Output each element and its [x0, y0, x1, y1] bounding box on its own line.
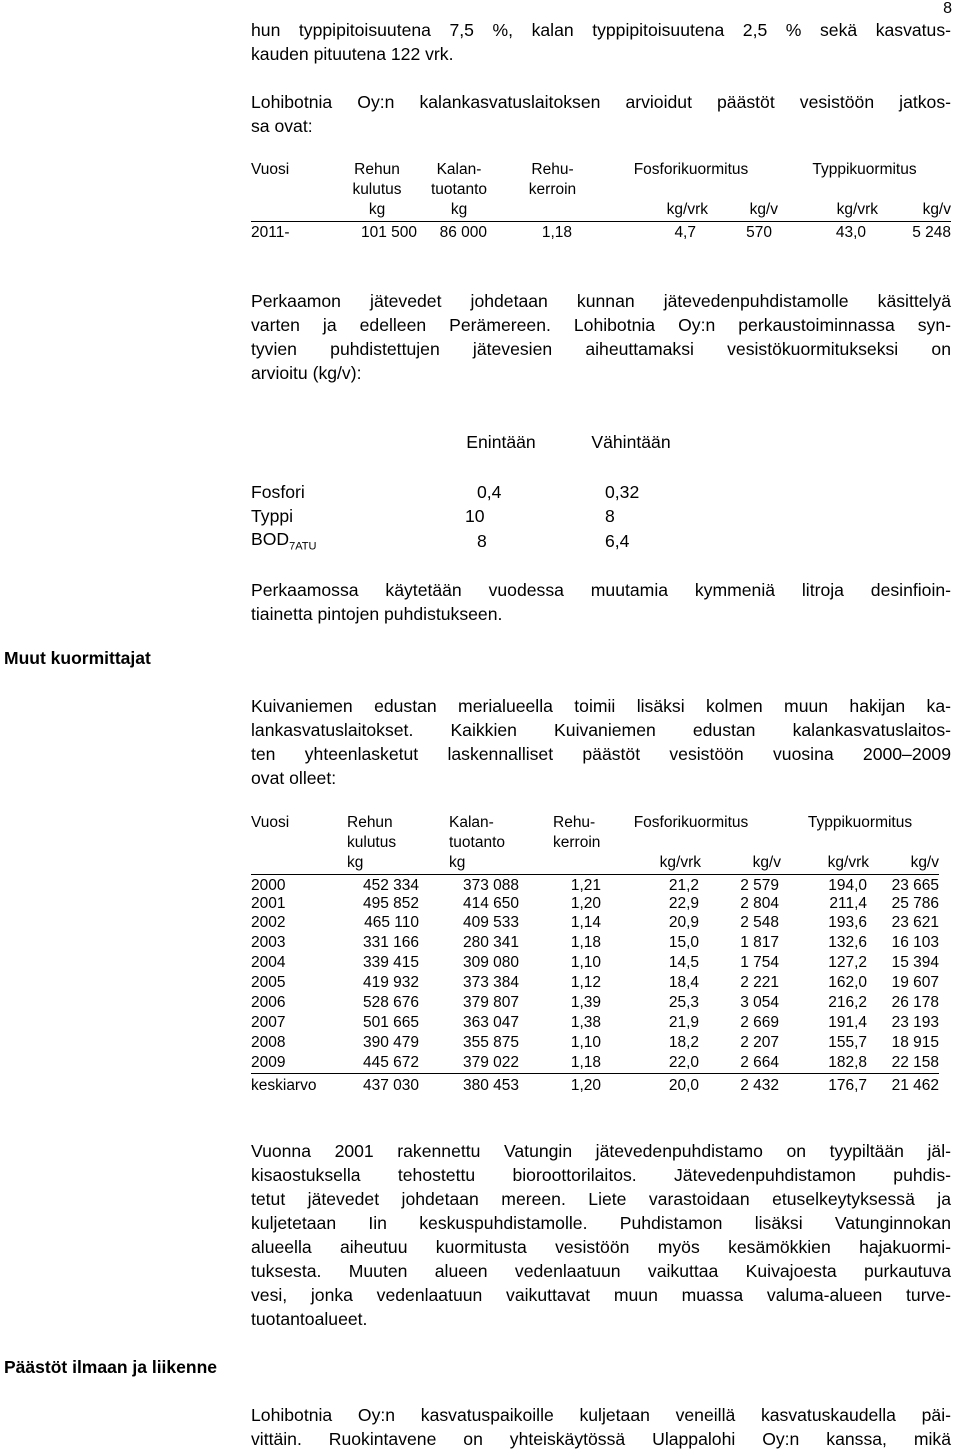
emissions-table-2011 — [251, 161, 951, 243]
header-consumption: kulutus — [352, 181, 402, 198]
cell-n-day: 43,0 — [835, 223, 866, 241]
text-line: Perkaamossa käytetään vuodessa muutamia kymmeniä litroja desinfioin- — [251, 580, 951, 600]
cell-fish: 373 088 — [462, 876, 519, 894]
unit-kg-per-year: kg/v — [701, 854, 781, 874]
cell-n-year: 16 103 — [891, 934, 939, 952]
cell-year: 2004 — [251, 954, 286, 972]
cell-p-year: 570 — [746, 223, 772, 241]
cell-fish: 409 533 — [462, 914, 519, 932]
text-line: tiainetta pintojen puhdistukseen. — [251, 604, 503, 624]
header-nitrogen: Typpikuormitus — [812, 161, 917, 178]
cell-ratio: 1,20 — [570, 894, 601, 912]
text-line: ten yhteenlasketut laskennalliset päästöt vesistöön vuosina 2000–2009 — [251, 744, 951, 764]
table-row — [251, 1054, 939, 1074]
cell-n-day: 191,4 — [828, 1013, 867, 1031]
text-line: varten ja edelleen Perämereen. Lohibotnia Oy:n perkaustoiminnassa syn- — [251, 315, 951, 335]
text-line: tyvien puhdistettujen jätevesien aiheuttamaksi vesistökuormitukseksi on — [251, 339, 951, 359]
cell-p-year: 2 221 — [740, 974, 779, 992]
cell-name — [251, 528, 431, 554]
cell-p-day: 4,7 — [674, 223, 696, 241]
header-production: tuotanto — [430, 181, 488, 198]
cell-p-day: 21,2 — [668, 876, 699, 894]
text-line: lankasvatuslaitokset. Kaikkien Kuivaniemen edustan kalankasvatuslaitos- — [251, 720, 951, 740]
text-line: hun typpipitoisuutena 7,5 %, kalan typpipitoisuutena 2,5 % sekä kasvatus- — [251, 20, 951, 40]
cell-fish: 414 650 — [462, 894, 519, 912]
cell-ratio: 1,21 — [570, 876, 601, 894]
cell-p-year: 2 664 — [740, 1053, 779, 1071]
text-line: Vuonna 2001 rakennettu Vatungin jätevedenpuhdistamo on tyypiltään jäl- — [251, 1141, 951, 1161]
paragraph-disinfectant — [251, 578, 951, 626]
header-fish: Kalan- — [436, 161, 482, 178]
text-line: tuotantoalueet. — [251, 1309, 368, 1329]
cell-n-year: 15 394 — [891, 954, 939, 972]
text-line: Lohibotnia Oy:n kalankasvatuslaitoksen arvioidut päästöt vesistöön jatkos- — [251, 92, 951, 112]
table-row — [251, 954, 939, 974]
cell-fish: 380 453 — [421, 1074, 521, 1096]
unit-kg-per-year: kg/v — [708, 201, 778, 221]
text-line: kauden pituutena 122 vrk. — [251, 44, 454, 64]
header-feed-ratio: Rehu- — [553, 814, 596, 831]
cell-fish: 309 080 — [462, 954, 519, 972]
cell-n-day: 132,6 — [828, 934, 867, 952]
text-line: ovat olleet: — [251, 768, 337, 788]
cell-year: 2007 — [251, 1013, 286, 1031]
cell-year: 2011- — [251, 223, 290, 241]
table-row — [251, 974, 939, 994]
unit-kg: kg — [337, 201, 417, 221]
table-row — [251, 504, 691, 528]
cell-feed: 501 665 — [362, 1013, 419, 1031]
cell-p-year: 2 207 — [740, 1033, 779, 1051]
cell-year: 2009 — [251, 1053, 286, 1071]
cell-year: keskiarvo — [251, 1074, 329, 1096]
header-feed-ratio: Rehu- — [531, 161, 574, 178]
text-line: kuljetetaan Iin keskuspuhdistamolle. Puhdistamon lisäksi Vatunginnokan — [251, 1213, 951, 1233]
cell-n-day: 193,6 — [828, 914, 867, 932]
header-coefficient: kerroin — [553, 834, 601, 851]
paragraph-vatunki-treatment-plant — [251, 1139, 951, 1331]
cell-n-year: 19 607 — [891, 974, 939, 992]
cell-fish: 280 341 — [462, 934, 519, 952]
cell-feed: 101 500 — [360, 223, 417, 241]
cell-max: 10 — [465, 505, 485, 526]
paragraph-other-fish-farms — [251, 694, 951, 790]
cell-n-day: 194,0 — [828, 876, 867, 894]
cell-p-day: 20,9 — [668, 914, 699, 932]
cell-p-year: 2 432 — [701, 1074, 781, 1096]
text-line: alueella aiheutuu kuormitusta vesistöön myös kesämökkien hajakuormi- — [251, 1237, 951, 1257]
cell-n-day: 155,7 — [828, 1033, 867, 1051]
text-line: sa ovat: — [251, 116, 313, 136]
table-row — [251, 480, 691, 504]
unit-kg-per-day: kg/vrk — [778, 201, 878, 221]
cell-n-day: 162,0 — [828, 974, 867, 992]
cell-min: 6,4 — [605, 530, 630, 551]
cell-year: 2003 — [251, 934, 286, 952]
section-heading-air-emissions-traffic: Päästöt ilmaan ja liikenne — [4, 1357, 217, 1377]
cell-feed: 465 110 — [364, 914, 419, 932]
emissions-table-2000-2009 — [251, 814, 939, 1096]
table-row — [251, 528, 691, 554]
table-row-average — [251, 1074, 939, 1096]
header-phosphorus: Fosforikuormitus — [633, 814, 749, 831]
text-line: kisaostuksella tehostettu bioroottorilaitos. Jätevedenpuhdistamon puhdis- — [251, 1165, 951, 1185]
cell-p-year: 2 669 — [740, 1013, 779, 1031]
text-line: vittäin. Ruokintavene on yhteiskäytössä Ulappalohi Oy:n kanssa, mikä — [251, 1429, 951, 1449]
cell-year: 2005 — [251, 974, 286, 992]
text-line: tuksesta. Muuten alueen vedenlaatuun vaikuttaa Kuivajoesta purkautuva — [251, 1261, 951, 1281]
unit-kg: kg — [421, 854, 521, 874]
unit-kg: kg — [329, 854, 421, 874]
header-year: Vuosi — [251, 161, 290, 178]
cell-ratio: 1,18 — [570, 1053, 601, 1071]
header-nitrogen: Typpikuormitus — [807, 814, 913, 831]
cell-p-year: 2 804 — [740, 894, 779, 912]
header-feed: Rehun — [354, 161, 400, 178]
cell-feed: 445 672 — [362, 1053, 419, 1071]
cell-fish: 379 022 — [462, 1053, 519, 1071]
paragraph-boat-traffic — [251, 1403, 951, 1451]
cell-p-day: 21,9 — [668, 1013, 699, 1031]
text-line: tetut jätevedet johdetaan mereen. Liete varastoidaan etuselkeytyksessä ja — [251, 1189, 951, 1209]
unit-kg-per-year: kg/v — [869, 854, 939, 874]
header-production: tuotanto — [449, 834, 506, 851]
cell-ratio: 1,39 — [570, 993, 601, 1011]
text-line: Kuivaniemen edustan merialueella toimii lisäksi kolmen muun hakijan ka- — [251, 696, 951, 716]
cell-n-year: 5 248 — [912, 223, 951, 241]
cell-ratio: 1,10 — [570, 954, 601, 972]
wastewater-load-table — [251, 432, 691, 554]
cell-feed: 390 479 — [362, 1033, 419, 1051]
cell-year: 2001 — [251, 894, 286, 912]
cell-n-year: 23 665 — [891, 876, 939, 894]
cell-feed: 528 676 — [362, 993, 419, 1011]
cell-fish: 363 047 — [462, 1013, 519, 1031]
paragraph-emissions-intro — [251, 90, 951, 138]
cell-ratio: 1,12 — [570, 974, 601, 992]
cell-ratio: 1,20 — [521, 1074, 601, 1096]
unit-kg-per-day: kg/vrk — [601, 854, 701, 874]
cell-fish: 355 875 — [462, 1033, 519, 1051]
header-max: Enintään — [466, 432, 536, 452]
cell-max: 8 — [477, 530, 487, 551]
table-row — [251, 874, 939, 895]
table-row — [251, 934, 939, 954]
unit-kg-per-year: kg/v — [878, 201, 951, 221]
cell-year: 2008 — [251, 1033, 286, 1051]
cell-ratio: 1,18 — [570, 934, 601, 952]
header-year: Vuosi — [251, 814, 290, 831]
table-row — [251, 895, 939, 915]
cell-p-day: 18,2 — [668, 1033, 699, 1051]
cell-p-day: 14,5 — [668, 954, 699, 972]
cell-n-year: 26 178 — [891, 993, 939, 1011]
unit-kg-per-day: kg/vrk — [781, 854, 869, 874]
paragraph-slaughter-wastewater — [251, 289, 951, 385]
cell-ratio: 1,14 — [570, 914, 601, 932]
cell-fish: 373 384 — [462, 974, 519, 992]
text-line: Lohibotnia Oy:n kasvatuspaikoille kuljetaan veneillä kasvatuskaudella päi- — [251, 1405, 951, 1425]
text-line: Perkaamon jätevedet johdetaan kunnan jätevedenpuhdistamolle käsittelyä — [251, 291, 951, 311]
cell-n-day: 127,2 — [828, 954, 867, 972]
cell-max: 0,4 — [477, 481, 502, 502]
header-coefficient: kerroin — [528, 181, 577, 198]
paragraph-nitrogen-content — [251, 18, 951, 66]
cell-p-day: 22,0 — [668, 1053, 699, 1071]
bod-subscript: 7ATU — [289, 540, 317, 553]
unit-kg: kg — [417, 201, 501, 221]
cell-year: 2000 — [251, 876, 286, 894]
table-row — [251, 994, 939, 1014]
table-row — [251, 1034, 939, 1054]
table-row — [251, 1014, 939, 1034]
cell-p-day: 18,4 — [668, 974, 699, 992]
cell-feed: 339 415 — [362, 954, 419, 972]
cell-p-year: 2 579 — [740, 876, 779, 894]
text-line: vesi, jonka vedenlaatuun vaikuttavat muun muassa valuma-alueen turve- — [251, 1285, 951, 1305]
section-heading-other-polluters: Muut kuormittajat — [4, 648, 151, 668]
header-fish: Kalan- — [449, 814, 494, 831]
bod-label: BOD — [251, 529, 290, 550]
table-row — [251, 221, 951, 243]
cell-p-day: 25,3 — [668, 993, 699, 1011]
header-phosphorus: Fosforikuormitus — [633, 161, 749, 178]
cell-n-year: 25 786 — [891, 894, 939, 912]
cell-ratio: 1,18 — [541, 223, 572, 241]
cell-n-day: 182,8 — [828, 1053, 867, 1071]
cell-fish: 86 000 — [439, 223, 487, 241]
cell-p-year: 1 754 — [740, 954, 779, 972]
cell-min: 0,32 — [605, 481, 640, 502]
cell-p-year: 1 817 — [740, 934, 779, 952]
cell-p-year: 2 548 — [740, 914, 779, 932]
cell-n-day: 211,4 — [829, 894, 867, 912]
cell-p-year: 3 054 — [740, 993, 779, 1011]
unit-kg-per-day: kg/vrk — [604, 201, 708, 221]
cell-n-day: 176,7 — [781, 1074, 869, 1096]
cell-feed: 419 932 — [362, 974, 419, 992]
cell-year: 2002 — [251, 914, 286, 932]
cell-n-year: 23 621 — [891, 914, 939, 932]
cell-n-year: 23 193 — [891, 1013, 939, 1031]
header-min: Vähintään — [591, 432, 671, 452]
header-feed: Rehun — [347, 814, 393, 831]
cell-fish: 379 807 — [462, 993, 519, 1011]
header-consumption: kulutus — [347, 834, 397, 851]
cell-year: 2006 — [251, 993, 286, 1011]
cell-p-day: 22,9 — [668, 894, 699, 912]
cell-p-day: 20,0 — [601, 1074, 701, 1096]
cell-feed: 331 166 — [362, 934, 419, 952]
cell-n-year: 18 915 — [891, 1033, 939, 1051]
cell-feed: 437 030 — [329, 1074, 421, 1096]
page-number: 8 — [943, 0, 952, 17]
cell-feed: 495 852 — [362, 894, 419, 912]
cell-n-day: 216,2 — [828, 993, 867, 1011]
cell-name: Typpi — [251, 505, 294, 526]
cell-min: 8 — [605, 505, 615, 526]
table-row — [251, 914, 939, 934]
cell-ratio: 1,10 — [570, 1033, 601, 1051]
cell-n-year: 21 462 — [869, 1074, 939, 1096]
cell-p-day: 15,0 — [668, 934, 699, 952]
cell-feed: 452 334 — [362, 876, 419, 894]
cell-name: Fosfori — [251, 481, 305, 502]
text-line: arvioitu (kg/v): — [251, 363, 362, 383]
cell-n-year: 22 158 — [891, 1053, 939, 1071]
cell-ratio: 1,38 — [570, 1013, 601, 1031]
